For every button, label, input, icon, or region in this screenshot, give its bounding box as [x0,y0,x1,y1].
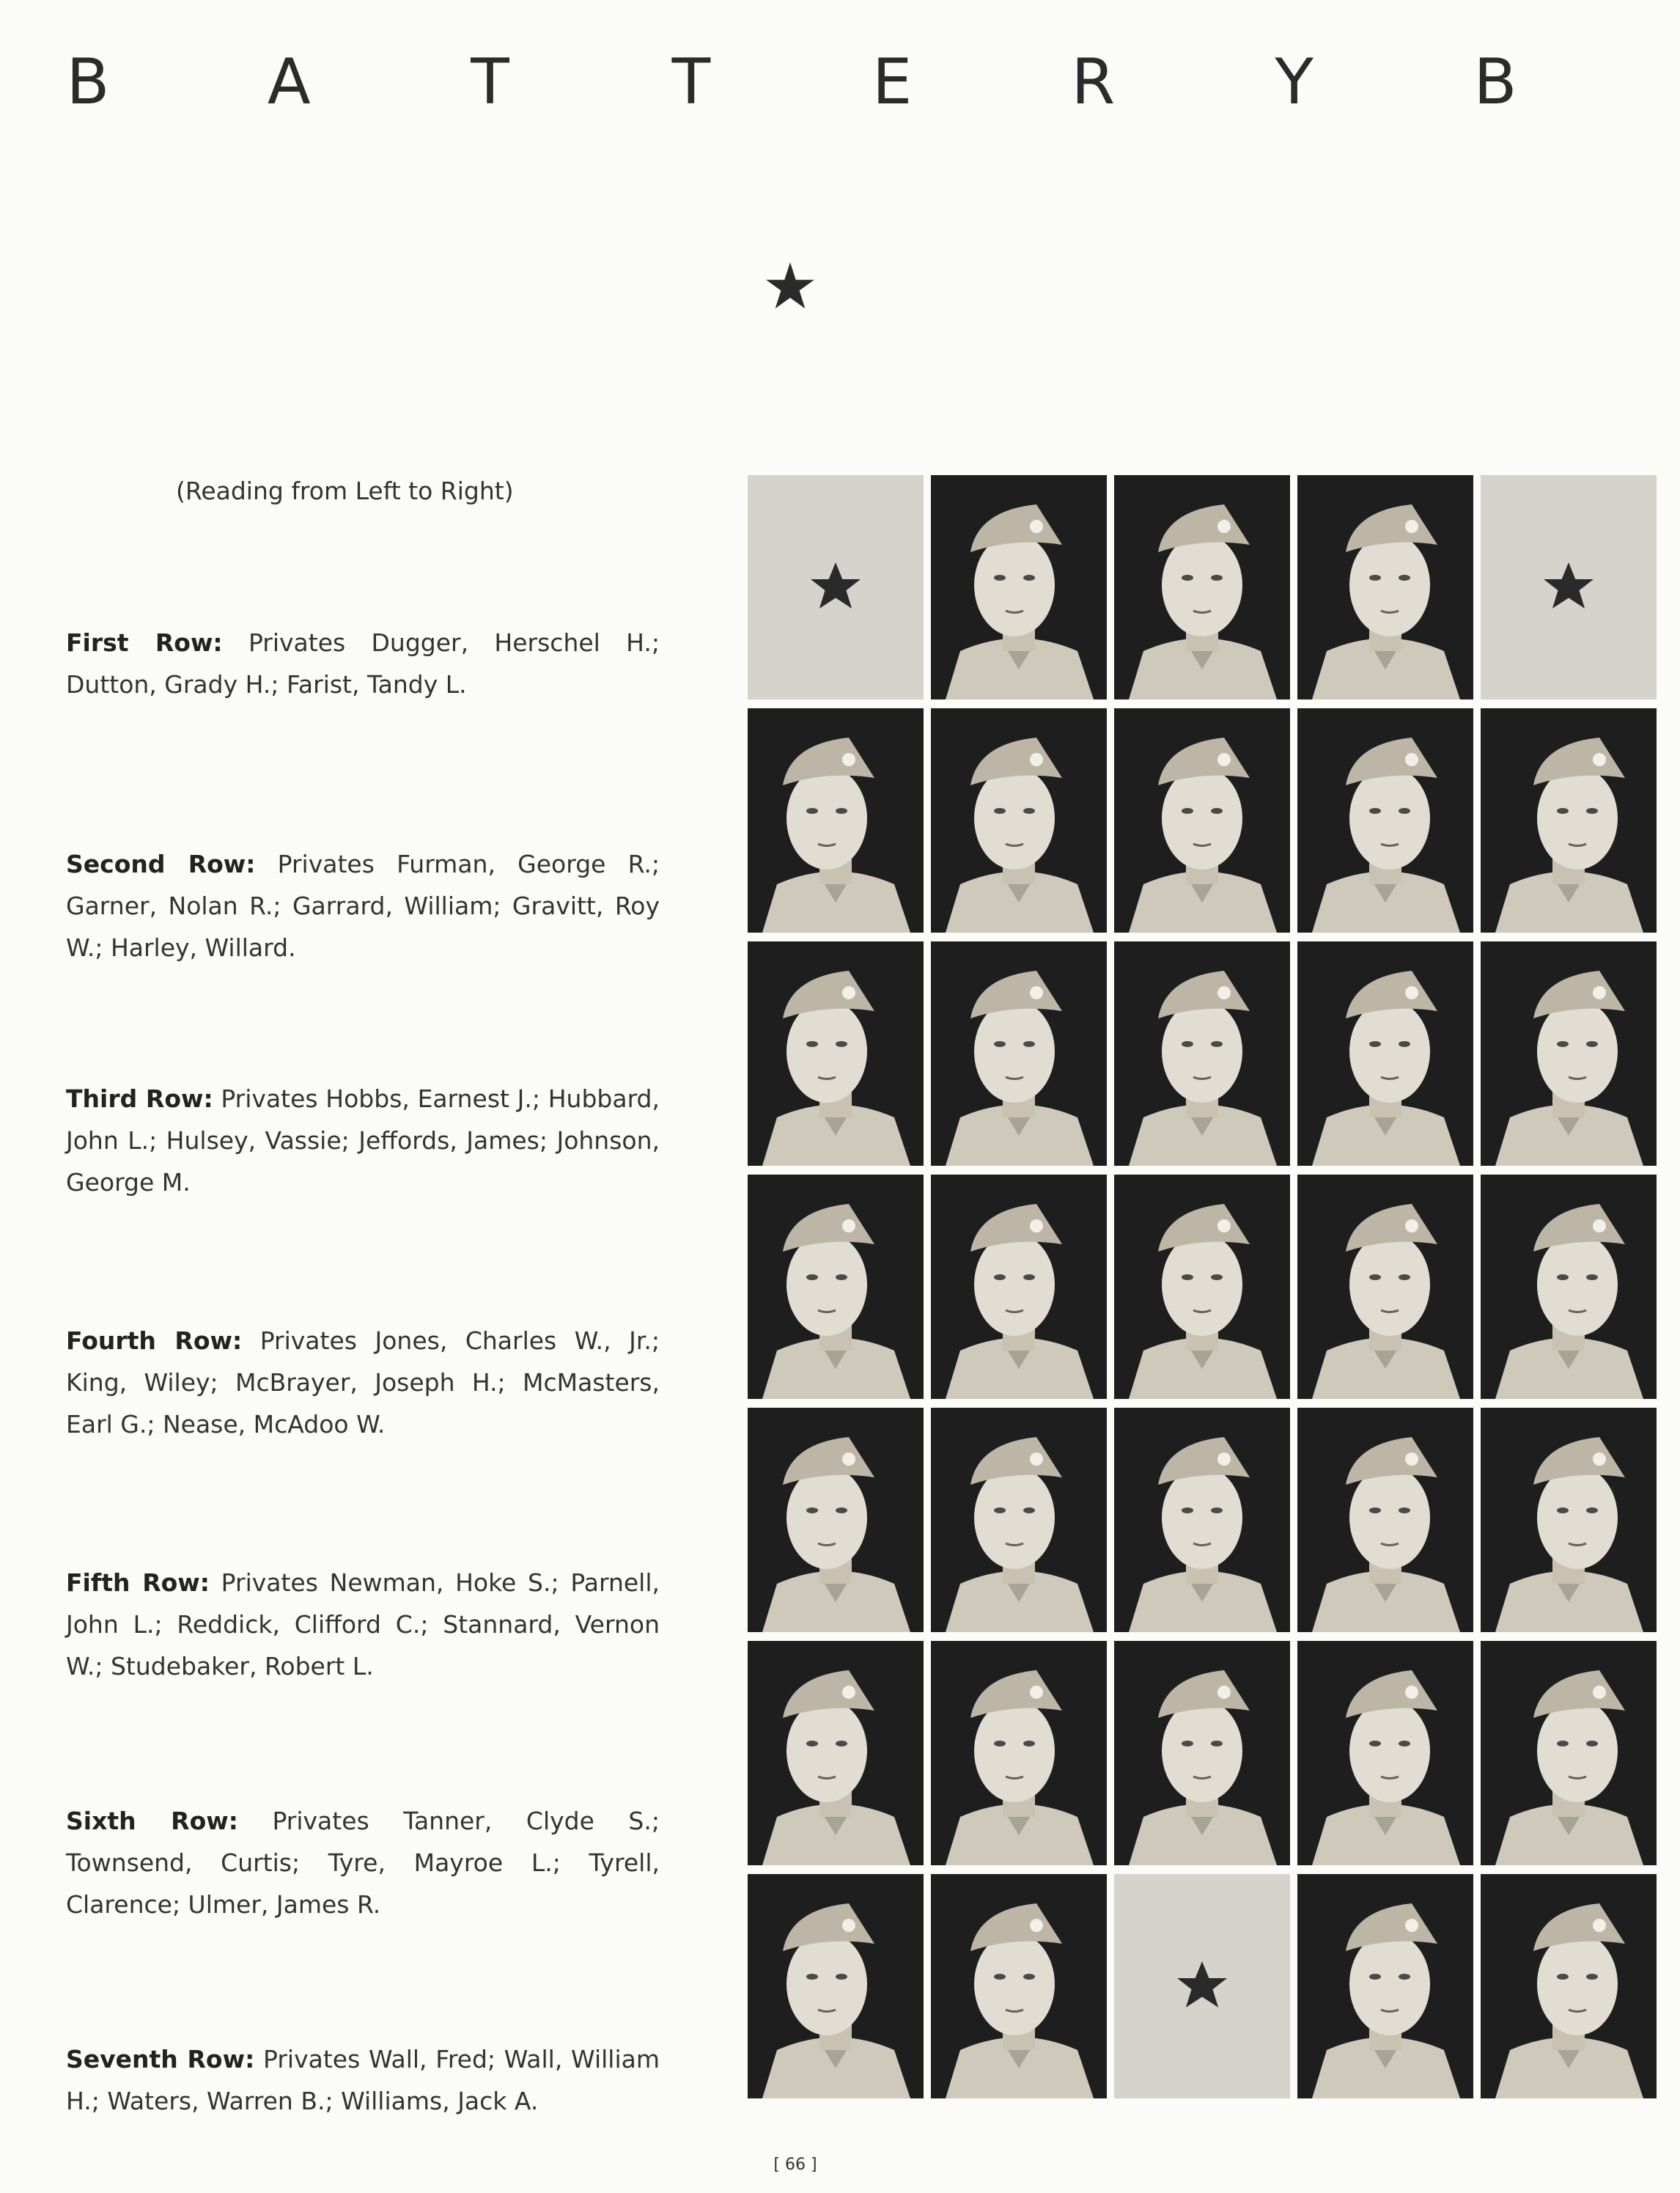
soldier-portrait [748,1641,924,1865]
star-placeholder-icon [748,475,924,699]
row-caption [66,1562,660,1687]
soldier-portrait [748,708,924,933]
soldier-portrait [1481,1641,1657,1865]
soldier-portrait [1297,1874,1473,2098]
soldier-portrait [1481,1874,1657,2098]
star-ornament-icon [765,260,816,312]
row-names: Privates Jones, Charles W., Jr.; King, Wiley; McBrayer, Joseph H.; McMasters, Earl G.; Nease, McAdoo W. [66,1326,660,1439]
row-label: Second Row: [66,850,256,878]
soldier-portrait [748,1175,924,1399]
title-letter: B [66,45,110,119]
soldier-portrait [1297,1408,1473,1632]
soldier-portrait [748,1408,924,1632]
soldier-portrait [1481,1408,1657,1632]
row-label: Fifth Row: [66,1568,210,1597]
star-placeholder-icon [1114,1874,1290,2098]
soldier-portrait [931,475,1107,699]
soldier-portrait [931,1175,1107,1399]
soldier-portrait [1297,708,1473,933]
title-letter: T [671,45,711,119]
reading-order-caption: (Reading from Left to Right) [176,477,514,505]
soldier-portrait [1297,475,1473,699]
row-caption [66,843,660,969]
row-names: Privates Furman, George R.; Garner, Nolan R.; Garrard, William; Gravitt, Roy W.; Harley, Willard. [66,850,660,962]
soldier-portrait [1481,941,1657,1166]
title-letter: B [1473,45,1517,119]
row-names: Privates Dugger, Herschel H.; Dutton, Grady H.; Farist, Tandy L. [66,628,660,699]
row-caption [66,1800,660,1925]
page-title [59,38,1525,126]
row-label: Seventh Row: [66,2045,255,2073]
soldier-portrait [931,1641,1107,1865]
soldier-portrait [1297,1641,1473,1865]
soldier-portrait [748,941,924,1166]
soldier-portrait [1114,1408,1290,1632]
title-letter: A [267,45,311,119]
soldier-portrait [1114,1175,1290,1399]
title-letter: T [471,45,509,119]
row-names: Privates Newman, Hoke S.; Parnell, John L.; Reddick, Clifford C.; Stannard, Vernon W.; Studebaker, Robert L. [66,1568,660,1680]
row-names: Privates Wall, Fred; Wall, William H.; Waters, Warren B.; Williams, Jack A. [66,2045,660,2115]
soldier-portrait [1481,1175,1657,1399]
soldier-portrait [931,941,1107,1166]
soldier-portrait [1481,708,1657,933]
soldier-portrait [1297,1175,1473,1399]
row-label: Fourth Row: [66,1326,243,1355]
soldier-portrait [1114,475,1290,699]
soldier-portrait [1114,1641,1290,1865]
title-letter: E [872,45,913,119]
soldier-portrait [931,1408,1107,1632]
soldier-portrait [748,1874,924,2098]
row-caption [66,622,660,705]
row-label: First Row: [66,628,223,657]
row-label: Third Row: [66,1084,213,1113]
soldier-portrait [1297,941,1473,1166]
soldier-portrait [931,708,1107,933]
row-caption [66,1078,660,1203]
title-letter: Y [1275,45,1314,119]
soldier-portrait [1114,941,1290,1166]
title-letter: R [1071,45,1116,119]
row-names: Privates Tanner, Clyde S.; Townsend, Curtis; Tyre, Mayroe L.; Tyrell, Clarence; Ulmer, James R. [66,1807,660,1919]
star-placeholder-icon [1481,475,1657,699]
row-names: Privates Hobbs, Earnest J.; Hubbard, John L.; Hulsey, Vassie; Jeffords, James; Johnson, George M. [66,1084,660,1197]
row-label: Sixth Row: [66,1807,238,1835]
photo-grid [748,475,1664,2110]
row-caption [66,2038,660,2122]
soldier-portrait [1114,708,1290,933]
soldier-portrait [931,1874,1107,2098]
row-caption [66,1320,660,1445]
page-number: [ 66 ] [773,2156,817,2174]
